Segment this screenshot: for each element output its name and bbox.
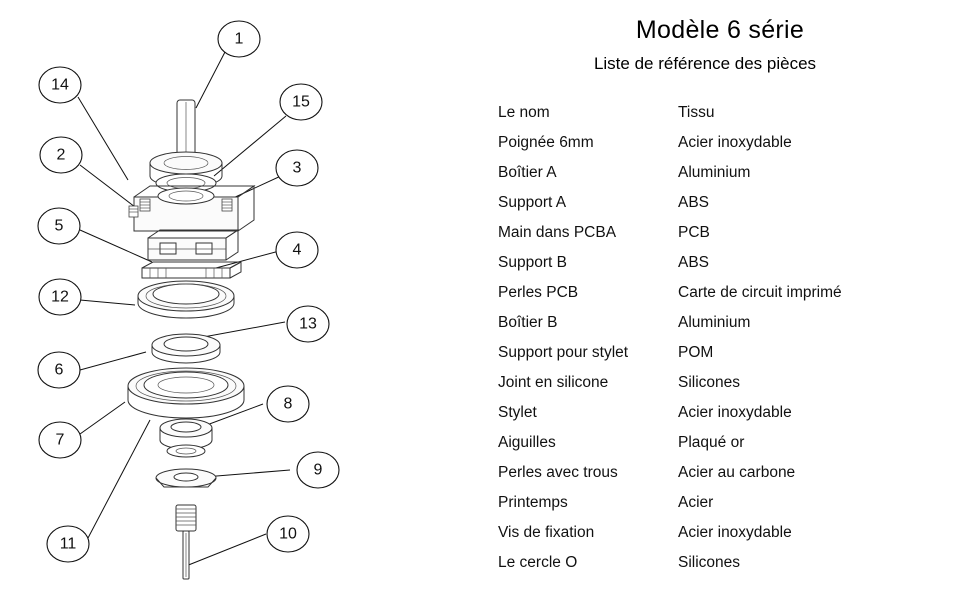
callout-label: 6	[54, 361, 64, 379]
part-housing-b	[128, 368, 244, 418]
callout-14[interactable]	[39, 67, 81, 103]
part-housing-a	[129, 186, 254, 231]
part-name: Boîtier B	[498, 314, 558, 331]
callout-12[interactable]	[39, 279, 81, 315]
callout-label: 5	[54, 217, 64, 235]
part-material: Acier	[678, 494, 714, 511]
part-support-b	[138, 281, 234, 318]
callout-label: 8	[283, 395, 293, 413]
part-name: Le nom	[498, 104, 550, 121]
part-material: Acier inoxydable	[678, 134, 792, 151]
parts-table	[485, 98, 955, 578]
table-row	[485, 428, 955, 458]
callout-label: 15	[292, 93, 310, 111]
part-name: Le cercle O	[498, 554, 578, 571]
part-name: Vis de fixation	[498, 524, 595, 541]
part-name: Boîtier A	[498, 164, 557, 181]
part-material: Aluminium	[678, 164, 751, 181]
assembly-parts	[128, 100, 254, 579]
part-pcba	[142, 262, 241, 278]
table-row	[485, 518, 955, 548]
table-row	[485, 248, 955, 278]
callout-label: 9	[313, 461, 323, 479]
part-name: Perles PCB	[498, 284, 579, 301]
callout-label: 12	[51, 288, 69, 306]
part-material: Tissu	[678, 104, 715, 121]
callout-8[interactable]	[267, 386, 309, 422]
table-row	[485, 158, 955, 188]
part-material: POM	[678, 344, 714, 361]
callout-10[interactable]	[267, 516, 309, 552]
callout-label: 3	[292, 159, 302, 177]
part-support-a	[148, 230, 238, 260]
table-row	[485, 278, 955, 308]
callout-7[interactable]	[39, 422, 81, 458]
table-row	[485, 218, 955, 248]
part-name: Joint en silicone	[498, 374, 609, 391]
part-name: Perles avec trous	[498, 464, 618, 481]
part-material: Silicones	[678, 554, 741, 571]
part-material: Aluminium	[678, 314, 751, 331]
table-row	[485, 338, 955, 368]
table-row	[485, 548, 955, 578]
part-material: Plaqué or	[678, 434, 745, 451]
callout-13[interactable]	[287, 306, 329, 342]
exploded-assembly-drawing	[0, 0, 470, 600]
part-name: Support B	[498, 254, 567, 271]
parts-reference-panel	[470, 0, 970, 600]
part-material: ABS	[678, 254, 710, 271]
callout-9[interactable]	[297, 452, 339, 488]
part-pcb-beads	[152, 334, 220, 363]
callout-label: 4	[292, 241, 302, 259]
callout-5[interactable]	[38, 208, 80, 244]
part-stylus-needle	[183, 531, 189, 579]
part-material: ABS	[678, 194, 710, 211]
part-name: Support A	[498, 194, 567, 211]
callout-2[interactable]	[40, 137, 82, 173]
callout-1[interactable]	[218, 21, 260, 57]
part-name: Stylet	[498, 404, 537, 421]
callout-label: 2	[56, 146, 66, 164]
panel-title: Modèle 6 série	[635, 16, 805, 44]
panel-subtitle: Liste de référence des pièces	[593, 54, 817, 73]
part-material: Acier inoxydable	[678, 404, 792, 421]
callout-label: 7	[55, 431, 65, 449]
part-material: Acier au carbone	[678, 464, 796, 481]
table-row	[485, 128, 955, 158]
part-material: Carte de circuit imprimé	[678, 284, 842, 301]
table-row	[485, 398, 955, 428]
callout-3[interactable]	[276, 150, 318, 186]
table-row	[485, 458, 955, 488]
callout-4[interactable]	[276, 232, 318, 268]
table-row	[485, 98, 955, 128]
part-name: Aiguilles	[498, 434, 556, 451]
table-row	[485, 188, 955, 218]
callout-label: 14	[51, 76, 69, 94]
table-row	[485, 308, 955, 338]
callout-label: 13	[299, 315, 317, 333]
callout-label: 11	[59, 535, 77, 553]
part-o-ring	[156, 469, 216, 487]
part-name: Poignée 6mm	[498, 134, 594, 151]
callout-label: 1	[234, 30, 244, 48]
table-row	[485, 368, 955, 398]
callout-11[interactable]	[47, 526, 89, 562]
part-name: Support pour stylet	[498, 344, 629, 361]
part-silicone-joint	[167, 445, 205, 457]
part-spring-screw	[176, 505, 196, 531]
callout-6[interactable]	[38, 352, 80, 388]
part-material: Silicones	[678, 374, 741, 391]
callout-label: 10	[279, 525, 297, 543]
part-name: Printemps	[498, 494, 568, 511]
part-name: Main dans PCBA	[498, 224, 617, 241]
callout-15[interactable]	[280, 84, 322, 120]
table-row	[485, 488, 955, 518]
part-material: Acier inoxydable	[678, 524, 792, 541]
part-material: PCB	[678, 224, 710, 241]
